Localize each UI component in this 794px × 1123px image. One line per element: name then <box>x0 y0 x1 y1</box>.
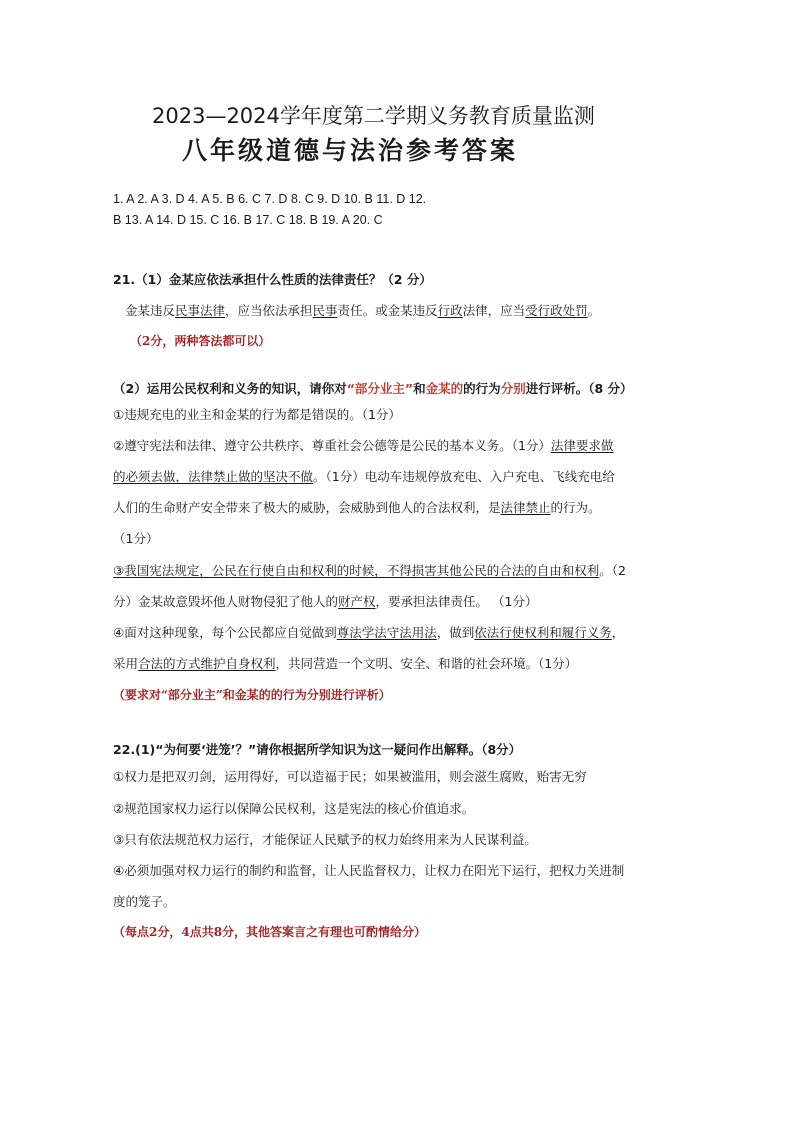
q21-answer-2-line1 <box>113 436 613 454</box>
underlined-text: 民事 <box>312 303 338 318</box>
q21-part1-note: （2分，两种答法都可以） <box>130 334 271 348</box>
underlined-text: 受行政处罚 <box>525 303 588 318</box>
q21-part2-note: （要求对“部分业主”和金某的的行为分别进行评析） <box>113 688 391 702</box>
text: ②遵守宪法和法律、遵守公共秩序、尊重社会公德等是公民的基本义务。（1分） <box>113 438 551 453</box>
text: 采用 <box>113 656 139 671</box>
q21-answer-4-line2 <box>113 654 577 672</box>
q21-answer-1: ①违规充电的业主和金某的行为都是错误的。（1分） <box>113 407 401 422</box>
text: （2）运用公民权利和义务的知识，请你对 <box>113 381 347 396</box>
text: 进行评析。（8 分） <box>525 381 633 396</box>
q22-answer-3: ③只有依法规范权力运行，才能保证人民赋予的权力始终用来为人民谋利益。 <box>113 832 537 847</box>
highlight-text: “部分业主” <box>346 381 414 396</box>
q21-part1-title: 21.（1）金某应依法承担什么性质的法律责任？（2 分） <box>113 272 432 287</box>
underlined-text: 法律禁止 <box>500 500 551 515</box>
text: 金某违反 <box>125 303 176 318</box>
text: 法律，应当 <box>462 303 526 318</box>
q22-answer-4-line1: ④必须加强对权力运行的制约和监督，让人民监督权力，让权力在阳光下运行，把权力关进制 <box>113 863 625 878</box>
q22-title: 22.(1)“为何要‘进笼’？”请你根据所学知识为这一疑问作出解释。（8分） <box>113 742 522 757</box>
text: ，要承担法律责任。 （1分） <box>375 594 538 609</box>
text: ④面对这种现象，每个公民都应自觉做到 <box>113 625 337 640</box>
q22-note: （每点2分，4点共8分，其他答案言之有理也可酌情给分） <box>113 925 427 939</box>
text: 分）金某故意毁坏他人财物侵犯了他人的 <box>113 594 339 609</box>
q21-answer-4-line1 <box>113 623 624 641</box>
q21-answer-3-line1 <box>113 561 626 579</box>
q22-answer-4-line2: 度的笼子。 <box>113 894 176 909</box>
text: ，做到 <box>436 625 475 640</box>
highlight-text: 分别 <box>500 381 526 396</box>
underlined-text: 的必须去做，法律禁止做的坚决不做 <box>113 469 314 484</box>
underlined-text: 法律要求做 <box>550 438 614 453</box>
text: 。（1分）电动车违规停放充电、入户充电、飞线充电给 <box>313 469 615 484</box>
text: 人们的生命财产安全带来了极大的威胁，会威胁到他人的合法权利，是 <box>113 500 501 515</box>
underlined-text: 尊法学法守法用法 <box>336 625 437 640</box>
q22-answer-2: ②规范国家权力运行以保障公民权利，这是宪法的核心价值追求。 <box>113 801 475 816</box>
mc-answers-row2: B 13. A 14. D 15. C 16. B 17. C 18. B 19. A 20. C <box>113 213 383 227</box>
underlined-text: 财产权 <box>338 594 376 609</box>
text: 责任。或金某违反 <box>337 303 438 318</box>
q21-answer-2-line4: （1分） <box>113 531 159 546</box>
text: ，共同营造一个文明、安全、和谐的社会环境。（1分） <box>275 656 578 671</box>
text: ，应当依法承担 <box>225 303 313 318</box>
q21-part1-answer <box>125 301 600 319</box>
text: 和 <box>413 381 426 396</box>
underlined-text: 民事法律 <box>175 303 226 318</box>
doc-title-line2: 八年级道德与法治参考答案 <box>182 136 519 165</box>
mc-answers-row1: 1. A 2. A 3. D 4. A 5. B 6. C 7. D 8. C 9. D 10. B 11. D 12. <box>113 192 427 206</box>
text: 。（2 <box>599 563 626 578</box>
underlined-text: ③我国宪法规定，公民在行使自由和权利的时候，不得损害其他公民的合法的自由和权利 <box>113 563 600 578</box>
highlight-text: 金某的 <box>425 381 464 396</box>
text: 的行为 <box>463 381 501 396</box>
underlined-text: 合法的方式维护自身权利 <box>138 656 276 671</box>
underlined-text: 依法行使权利和履行义务 <box>474 625 612 640</box>
q21-answer-2-line2 <box>113 467 615 485</box>
text: 。 <box>587 303 601 318</box>
q21-answer-3-line2 <box>113 592 537 610</box>
text: ， <box>611 625 625 640</box>
text: 的行为。 <box>550 500 601 515</box>
q21-part2-title <box>113 379 633 397</box>
q21-answer-2-line3 <box>113 498 601 516</box>
underlined-text: 行政 <box>437 303 463 318</box>
q22-answer-1: ①权力是把双刃剑，运用得好，可以造福于民；如果被滥用，则会滋生腐败，贻害无穷 <box>113 769 587 784</box>
doc-title-line1: 2023—2024学年度第二学期义务教育质量监测 <box>152 104 595 128</box>
